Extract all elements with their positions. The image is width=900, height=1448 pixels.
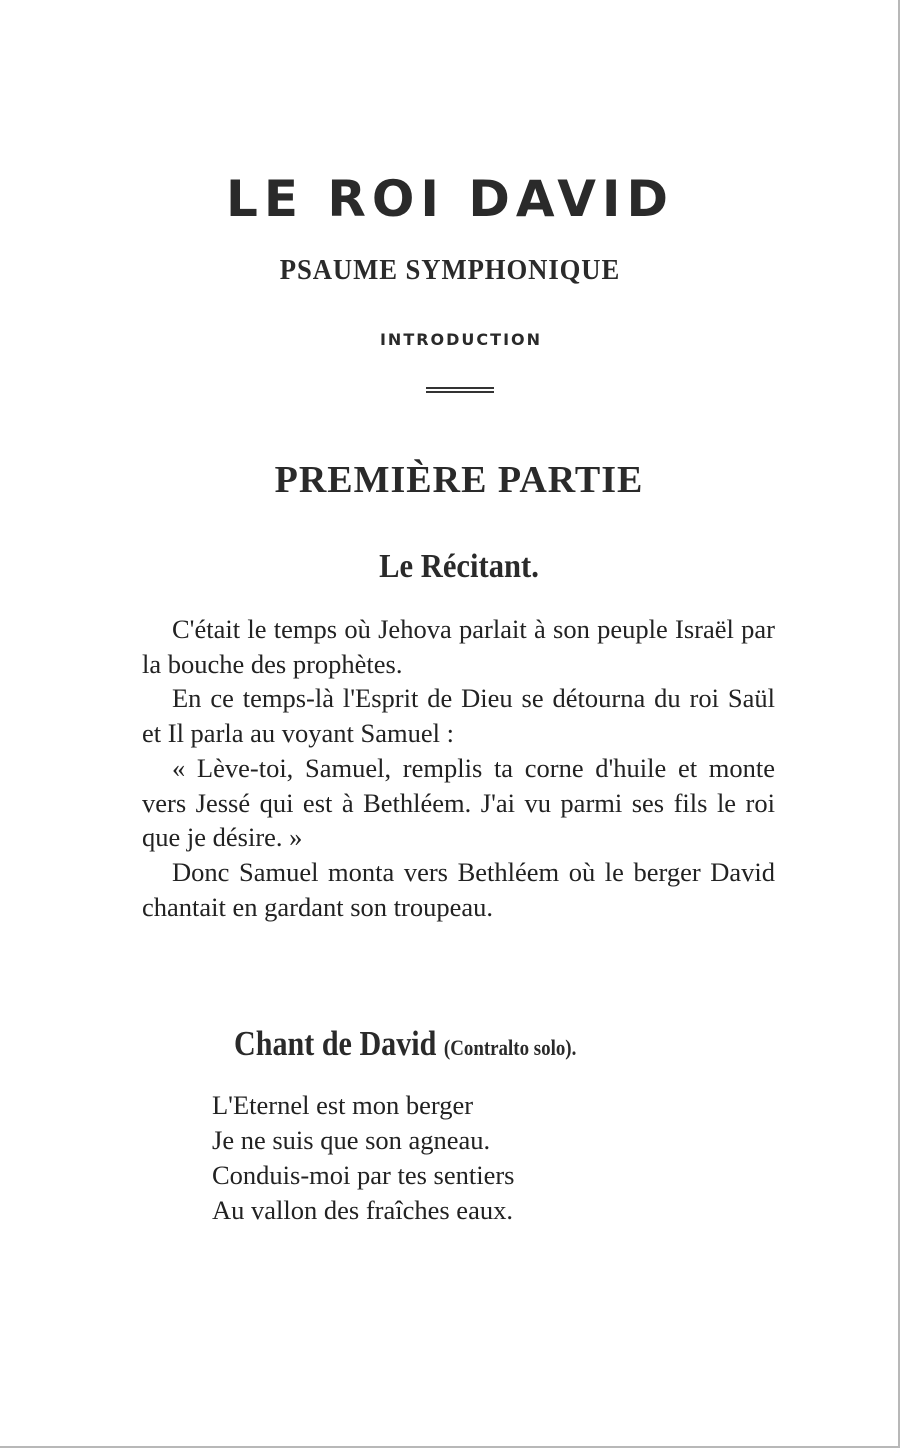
song-voice: (Contralto solo).: [443, 1035, 577, 1060]
part-heading: PREMIÈRE PARTIE: [274, 459, 644, 501]
song-verse: [212, 1088, 692, 1228]
verse-line: Conduis-moi par tes sentiers: [212, 1160, 515, 1190]
song-heading: [234, 1024, 576, 1064]
verse-line: Je ne suis que son agneau.: [212, 1125, 491, 1155]
narration-text: [142, 612, 775, 924]
narration-paragraph: En ce temps-là l'Esprit de Dieu se détourna du roi Saül et Il parla au voyant Samuel :: [142, 683, 775, 749]
section-introduction: INTRODUCTION: [379, 330, 543, 349]
narration-paragraph: Donc Samuel monta vers Bethléem où le berger David chantait en gardant son troupeau.: [142, 856, 775, 922]
narration-paragraph: C'était le temps où Jehova parlait à son peuple Israël par la bouche des prophètes.: [142, 614, 775, 679]
narration-paragraph: « Lève-toi, Samuel, remplis ta corne d'huile et monte vers Jessé qui est à Bethléem. J'ai vu parmi ses fils le roi que je désire. »: [142, 752, 775, 853]
verse-line: Au vallon des fraîches eaux.: [212, 1195, 513, 1225]
song-title: Chant de David: [234, 1024, 437, 1063]
speaker-heading: Le Récitant.: [379, 548, 539, 585]
verse-line: L'Eternel est mon berger: [212, 1090, 474, 1120]
document-title: LE ROI DAVID: [225, 170, 675, 228]
document-subtitle: PSAUME SYMPHONIQUE: [279, 254, 621, 286]
double-rule-divider: [426, 387, 494, 393]
